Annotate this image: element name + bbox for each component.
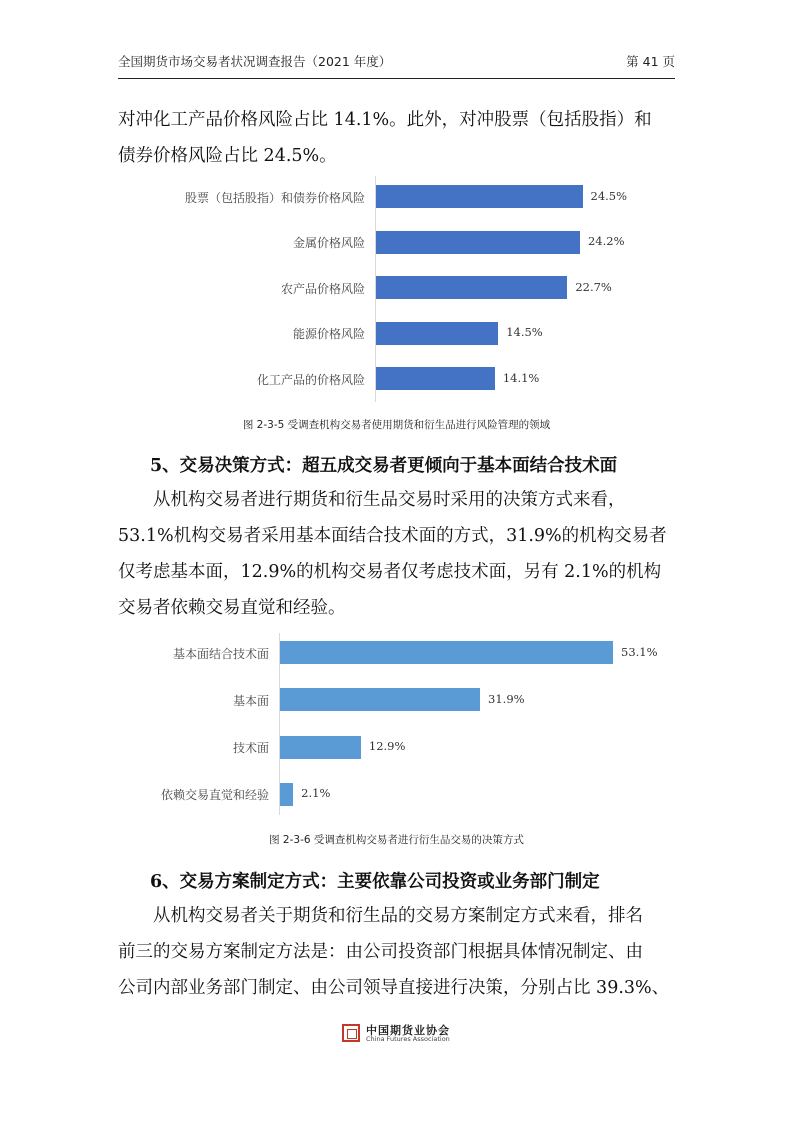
text-line: 从机构交易者关于期货和衍生品的交易方案制定方式来看，排名 [153, 906, 643, 926]
decision-method-bar-chart [150, 633, 670, 815]
chart-bar [280, 736, 361, 759]
chart-bar [376, 231, 580, 254]
chart-bar [280, 641, 613, 664]
chart-bar [376, 185, 583, 208]
chart-value-label: 12.9% [368, 739, 406, 754]
chart-value-label: 24.2% [587, 234, 625, 248]
chart-bar [376, 276, 567, 299]
chart-bar [280, 783, 293, 806]
logo-mark-icon [342, 1024, 360, 1042]
chart-category-label: 化工产品的价格风险 [256, 372, 365, 387]
figure-caption: 图 2-3-6 受调查机构交易者进行衍生品交易的决策方式 [269, 834, 524, 846]
chart-category-label: 农产品价格风险 [280, 281, 365, 296]
chart-value-label: 24.5% [590, 188, 628, 203]
chart-value-label: 53.1% [621, 644, 658, 659]
chart-bar [280, 688, 480, 711]
section6-paragraph [118, 898, 678, 1006]
text-line: 公司内部业务部门制定、由公司领导直接进行决策，分别占比 39.3%、 [118, 978, 670, 998]
section-heading: 5、交易决策方式：超五成交易者更倾向于基本面结合技术面 [150, 456, 618, 476]
text-line: 仅考虑基本面，12.9%的机构交易者仅考虑技术面，另有 2.1%的机构 [118, 562, 662, 582]
header-rule [118, 78, 675, 79]
logo-english-name: China Futures Association [366, 1035, 450, 1043]
chart-value-label: 14.5% [506, 325, 543, 339]
figure-caption: 图 2-3-5 受调查机构交易者使用期货和衍生品进行风险管理的领域 [242, 419, 551, 431]
chart-category-label: 股票（包括股指）和债券价格风险 [184, 190, 365, 205]
chart-value-label: 14.1% [502, 370, 540, 385]
section-heading: 6、交易方案制定方式：主要依靠公司投资或业务部门制定 [150, 872, 600, 892]
chart-category-label: 金属价格风险 [292, 236, 365, 250]
page-header [118, 52, 675, 74]
text-line: 前三的交易方案制定方法是：由公司投资部门根据具体情况制定、由 [118, 942, 643, 962]
page-number: 第 41 页 [626, 54, 675, 69]
report-title: 全国期货市场交易者状况调查报告（2021 年度） [118, 54, 392, 69]
chart-category-label: 依赖交易直觉和经验 [160, 788, 269, 803]
logo-chinese-name: 中国期货业协会 [366, 1024, 450, 1037]
chart-value-label: 31.9% [488, 691, 525, 706]
risk-domain-bar-chart [150, 176, 670, 402]
chart-bar [376, 322, 498, 345]
chart-category-label: 基本面结合技术面 [172, 646, 269, 661]
text-line: 交易者依赖交易直觉和经验。 [118, 598, 346, 618]
section5-paragraph [118, 482, 678, 626]
text-line: 对冲化工产品价格风险占比 14.1%。此外，对冲股票（包括股指）和 [118, 110, 652, 130]
text-line: 债券价格风险占比 24.5%。 [118, 146, 337, 166]
text-line: 53.1%机构交易者采用基本面结合技术面的方式，31.9%的机构交易者 [118, 526, 667, 546]
chart-category-label: 基本面 [232, 693, 269, 708]
intro-paragraph [118, 102, 678, 174]
chart-category-label: 能源价格风险 [292, 327, 365, 341]
chart-value-label: 2.1% [301, 786, 331, 801]
chart-value-label: 22.7% [575, 279, 612, 294]
text-line: 从机构交易者进行期货和衍生品交易时采用的决策方式来看， [153, 490, 626, 510]
chart-bar [376, 367, 495, 390]
chart-category-label: 技术面 [232, 741, 269, 756]
